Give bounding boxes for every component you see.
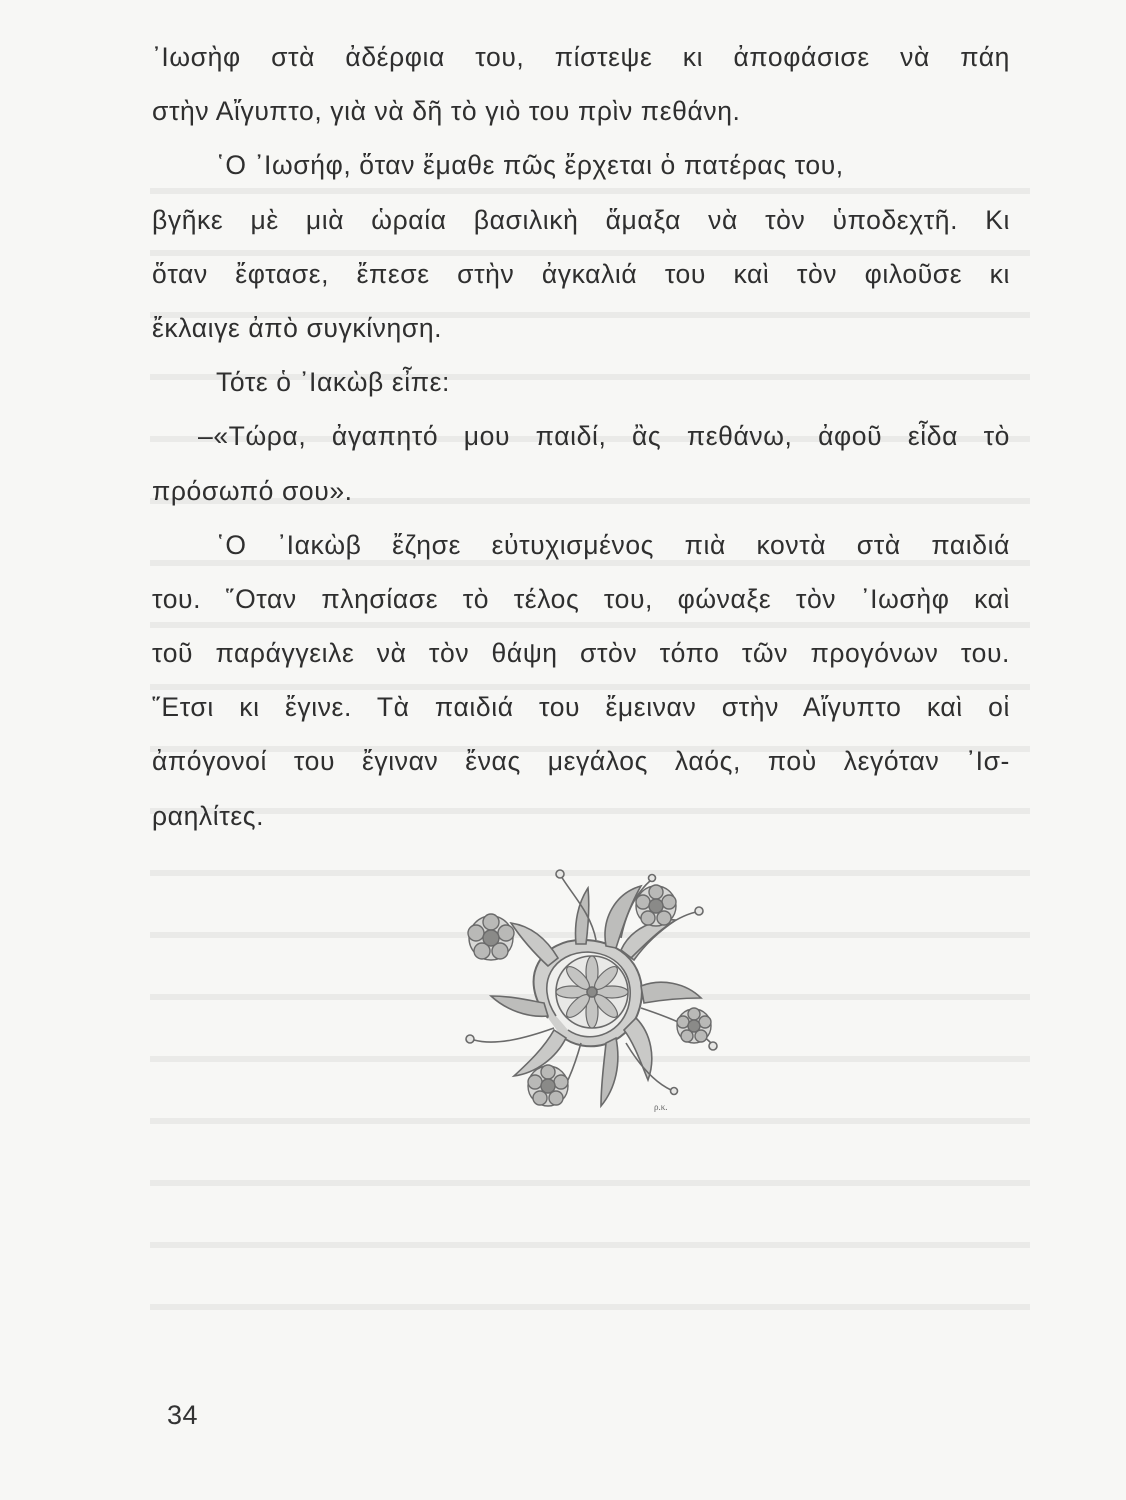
page-number: 34 <box>167 1400 199 1430</box>
text-line: ῾Ο ᾿Ιακὼβ ἔζησε εὐτυχισμένος πιὰ κοντὰ στὰ παιδιά <box>216 529 1010 560</box>
text-line: ραηλίτες. <box>152 800 265 831</box>
text-line: ὅταν ἔφτασε, ἔπεσε στὴν ἀγκαλιά του καὶ τὸν φιλοῦσε κι <box>152 258 1010 289</box>
text-line: Τότε ὁ ᾿Ιακὼβ εἶπε: <box>216 367 450 398</box>
body-text <box>152 30 1012 843</box>
text-line: του. ῞Οταν πλησίασε τὸ τέλος του, φώναξε τὸν ᾿Ιωσὴφ καὶ <box>152 583 1010 614</box>
text-line: –«Τώρα, ἀγαπητό μου παιδί, ἂς πεθάνω, ἀφοῦ εἶδα τὸ <box>198 421 1010 452</box>
text-line: ἀπόγονοί του ἔγιναν ἔνας μεγάλος λαός, ποὺ λεγόταν ᾿Ισ- <box>152 746 1010 777</box>
text-line: τοῦ παράγγειλε νὰ τὸν θάψη στὸν τόπο τῶν προγόνων του. <box>152 638 1010 669</box>
text-line: ῞Ετσι κι ἔγινε. Τὰ παιδιά του ἔμειναν στὴν Αἴγυπτο καὶ οἱ <box>152 692 1010 723</box>
text-line: στὴν Αἴγυπτο, γιὰ νὰ δῆ τὸ γιὸ του πρὶν πεθάνη. <box>152 96 741 127</box>
text-line: βγῆκε μὲ μιὰ ὡραία βασιλικὴ ἅμαξα νὰ τὸν ὑποδεχτῆ. Κι <box>152 204 1010 235</box>
artist-signature: ρ.κ. <box>654 1102 668 1112</box>
text-line: ῾Ο ᾿Ιωσήφ, ὅταν ἔμαθε πῶς ἔρχεται ὁ πατέρας του, <box>216 150 844 181</box>
text-line: πρόσωπό σου». <box>152 475 353 506</box>
text-line: ᾿Ιωσὴφ στὰ ἀδέρφια του, πίστεψε κι ἀποφάσισε νὰ πάη <box>152 42 1010 72</box>
text-line: ἔκλαιγε ἀπὸ συγκίνηση. <box>152 312 443 343</box>
floral-ornament-icon <box>456 868 726 1118</box>
